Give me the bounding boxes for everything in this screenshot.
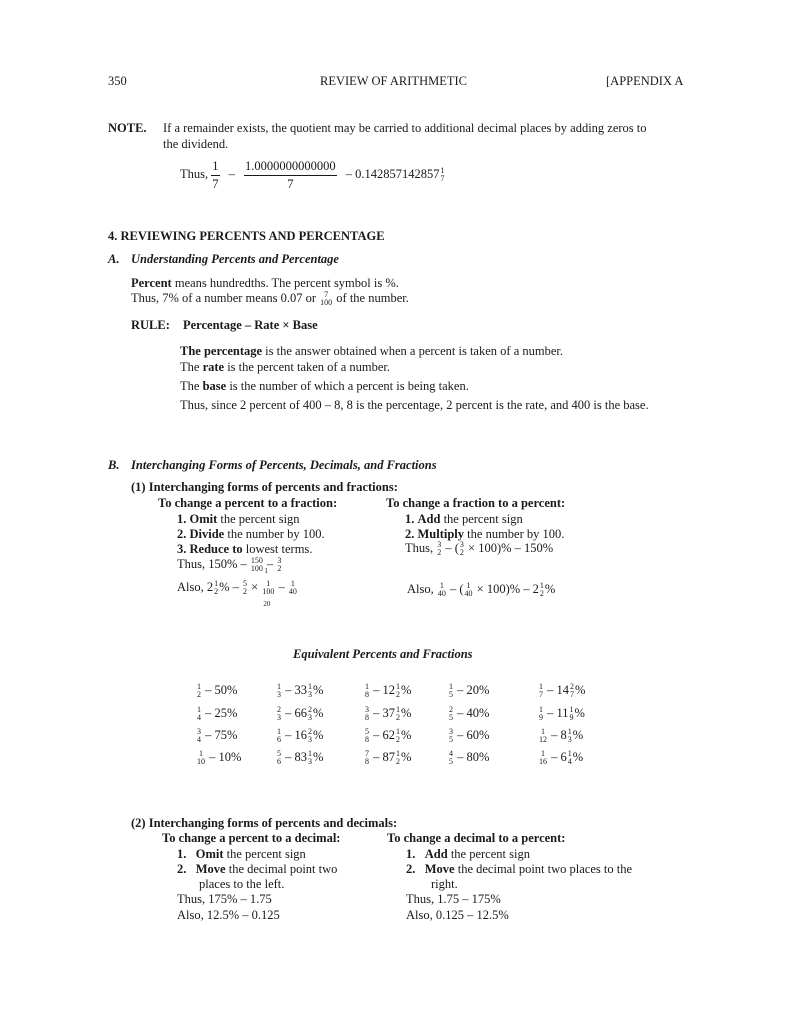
- equivalent-value: – 12: [370, 683, 395, 697]
- subsection-b-title: Interchanging Forms of Percents, Decimals, and Fractions: [131, 458, 437, 472]
- percent-to-decimal-also: Also, 12.5% – 0.125: [177, 908, 280, 922]
- equivalent-value: – 33: [282, 683, 307, 697]
- percent-sign: %: [313, 750, 324, 764]
- appendix-label: [APPENDIX A: [606, 74, 684, 88]
- equivalent-item: [276, 750, 323, 766]
- percent-sign: %: [574, 706, 585, 720]
- part-2-heading: (2) Interchanging forms of percents and decimals:: [131, 816, 398, 830]
- equivalent-value: – 20%: [454, 683, 490, 697]
- equivalent-value: – 83: [282, 750, 307, 764]
- percent-to-fraction-step-3: 3. Reduce to lowest terms.: [177, 542, 313, 556]
- definition-example: Thus, since 2 percent of 400 – 8, 8 is the percentage, 2 percent is the rate, and 400 is the base.: [180, 398, 649, 412]
- decimal-to-percent-example: Thus, 1.75 – 175%: [406, 892, 501, 906]
- fraction: 1 7: [539, 682, 543, 700]
- fraction-to-percent-step-2: 2. Multiply the number by 100.: [405, 527, 565, 541]
- thus-word: Thus,: [180, 166, 209, 181]
- percent-to-decimal-step-2: 2. Move the decimal point two: [177, 862, 338, 876]
- percent-to-fraction-step-2: 2. Divide the number by 100.: [177, 527, 325, 541]
- note-label: NOTE.: [108, 121, 147, 135]
- part-1-heading: (1) Interchanging forms of percents and fractions:: [131, 480, 398, 494]
- percent-definition: Percent means hundredths. The percent symbol is %.: [131, 276, 399, 290]
- equivalent-value: – 25%: [202, 706, 238, 720]
- percent-sign: %: [572, 728, 584, 742]
- fraction: 1 3: [277, 682, 281, 700]
- fraction: 1 2: [396, 749, 400, 767]
- equivalents-title: Equivalent Percents and Fractions: [293, 647, 473, 661]
- equivalent-item: [364, 750, 411, 766]
- equivalent-item: [538, 706, 585, 722]
- fraction: 2 3: [277, 705, 281, 723]
- note-line-1: If a remainder exists, the quotient may be carried to additional decimal places by adding zeros to: [163, 121, 647, 135]
- fraction: 2 5: [449, 705, 453, 723]
- note-equation: [180, 160, 446, 190]
- percent-sign: %: [572, 750, 584, 764]
- fraction: 3 8: [365, 705, 369, 723]
- equivalent-value: – 40%: [454, 706, 490, 720]
- fraction: 1 8: [365, 682, 369, 700]
- equivalent-value: – 14: [544, 683, 569, 697]
- fraction-long-division: $\frac{1.0000000000000}{7}$: [245, 159, 336, 191]
- equivalent-value: – 11: [544, 706, 569, 720]
- fraction: 2 3: [308, 727, 312, 745]
- note-line-2: the dividend.: [163, 137, 229, 151]
- equivalent-item: [196, 750, 241, 766]
- equivalent-value: – 50%: [202, 683, 238, 697]
- fraction: 1 3: [567, 727, 572, 745]
- rule-text: Percentage – Rate × Base: [183, 318, 318, 332]
- fraction: 1 5: [449, 682, 453, 700]
- equivalent-item: [196, 728, 237, 744]
- percent-to-decimal-step-2-cont: places to the left.: [199, 877, 285, 891]
- equivalent-item: [364, 706, 411, 722]
- decimal-to-percent-heading: To change a decimal to a percent:: [387, 831, 566, 845]
- equivalent-item: [448, 683, 489, 699]
- percent-example: Thus, 7% of a number means 0.07 or 7 100 of the number.: [131, 290, 409, 308]
- equivalent-value: – 75%: [202, 728, 238, 742]
- equivalent-item: [448, 750, 489, 766]
- fraction: 1 3: [308, 682, 312, 700]
- equivalent-item: [276, 706, 323, 722]
- equals-sign: –: [228, 166, 235, 181]
- percent-to-decimal-example: Thus, 175% – 1.75: [177, 892, 272, 906]
- equivalent-value: – 16: [282, 728, 307, 742]
- percent-to-decimal-heading: To change a percent to a decimal:: [162, 831, 341, 845]
- fraction: 1 10: [197, 749, 205, 767]
- fraction-to-percent-also: Also, 1 40 – ( 1 40 × 100)% – 2 1 2 %: [407, 581, 556, 599]
- decimal-result: – 0.142857142857: [345, 166, 440, 181]
- fraction-to-percent-example: Thus, 3 2 – ( 3 2 × 100)% – 150%: [405, 540, 554, 558]
- fraction: 1 9: [569, 705, 574, 723]
- fraction: 1 2: [396, 705, 400, 723]
- equivalent-item: [364, 683, 411, 699]
- equivalent-item: [276, 728, 323, 744]
- fraction: 7 8: [365, 749, 369, 767]
- percent-to-fraction-heading: To change a percent to a fraction:: [158, 496, 338, 510]
- fraction: 1 12: [539, 727, 547, 745]
- definition-rate: The rate is the percent taken of a number.: [180, 360, 390, 374]
- definition-percentage: The percentage is the answer obtained when a percent is taken of a number.: [180, 344, 563, 358]
- equivalent-item: [538, 728, 583, 744]
- fraction: 1 2: [396, 682, 400, 700]
- equivalent-item: [448, 706, 489, 722]
- equivalent-value: – 80%: [454, 750, 490, 764]
- percent-sign: %: [401, 683, 412, 697]
- percent-sign: %: [401, 706, 412, 720]
- fraction: 5 6: [277, 749, 281, 767]
- equivalent-value: – 66: [282, 706, 307, 720]
- percent-to-fraction-example: Thus, 150% – 150 100 – 3 2: [177, 556, 282, 574]
- running-title: REVIEW OF ARITHMETIC: [320, 74, 467, 88]
- equivalent-value: – 62: [370, 728, 395, 742]
- fraction: 1 4: [567, 749, 572, 767]
- decimal-to-percent-also: Also, 0.125 – 12.5%: [406, 908, 509, 922]
- equivalent-item: [196, 706, 237, 722]
- remainder-fraction: 1 7: [440, 166, 445, 183]
- page-number: 350: [108, 74, 127, 88]
- decimal-to-percent-step-2: 2. Move the decimal point two places to the: [406, 862, 632, 876]
- fraction: 1 16: [539, 749, 547, 767]
- decimal-to-percent-step-2-cont: right.: [431, 877, 458, 891]
- percent-sign: %: [313, 683, 324, 697]
- fraction-to-percent-heading: To change a fraction to a percent:: [386, 496, 566, 510]
- equivalent-value: – 8: [548, 728, 567, 742]
- equivalent-value: – 37: [370, 706, 395, 720]
- equivalent-item: [364, 728, 411, 744]
- equivalent-value: – 6: [548, 750, 567, 764]
- fraction: 1 4: [197, 705, 201, 723]
- fraction: 3 5: [449, 727, 453, 745]
- subsection-b-label: B.: [108, 458, 120, 472]
- equivalent-item: [196, 683, 237, 699]
- definition-base: The base is the number of which a percent is being taken.: [180, 379, 469, 393]
- fraction: 1 3: [308, 749, 312, 767]
- percent-sign: %: [401, 750, 412, 764]
- fraction-to-percent-step-1: 1. Add the percent sign: [405, 512, 523, 526]
- equivalent-value: – 10%: [206, 750, 242, 764]
- subsection-a-label: A.: [108, 252, 120, 266]
- rule-label: RULE:: [131, 318, 170, 332]
- percent-sign: %: [401, 728, 412, 742]
- subsection-a-title: Understanding Percents and Percentage: [131, 252, 339, 266]
- section-4-heading: 4. REVIEWING PERCENTS AND PERCENTAGE: [108, 229, 385, 243]
- fraction: 2 7: [570, 682, 574, 700]
- equivalent-value: – 87: [370, 750, 395, 764]
- percent-sign: %: [575, 683, 586, 697]
- fraction: 1 6: [277, 727, 281, 745]
- equivalent-item: [538, 750, 583, 766]
- percent-sign: %: [313, 706, 324, 720]
- fraction: 1 9: [539, 705, 543, 723]
- fraction: 1 2: [396, 727, 400, 745]
- fraction: 5 8: [365, 727, 369, 745]
- equivalent-item: [276, 683, 323, 699]
- fraction: 4 5: [449, 749, 453, 767]
- equivalent-item: [448, 728, 489, 744]
- fraction: 2 3: [308, 705, 312, 723]
- percent-to-decimal-step-1: 1. Omit the percent sign: [177, 847, 306, 861]
- percent-sign: %: [313, 728, 324, 742]
- percent-to-fraction-step-1: 1. Omit the percent sign: [177, 512, 300, 526]
- fraction: 3 4: [197, 727, 201, 745]
- decimal-to-percent-step-1: 1. Add the percent sign: [406, 847, 530, 861]
- equivalent-item: [538, 683, 585, 699]
- equivalent-value: – 60%: [454, 728, 490, 742]
- fraction: 1 2: [197, 682, 201, 700]
- fraction-one-seventh: $\frac{1}{7}$: [212, 159, 219, 191]
- percent-to-fraction-also: Also, 2 1 2 % – 5 2 × 1 1 100 20 – 1 40: [177, 567, 297, 609]
